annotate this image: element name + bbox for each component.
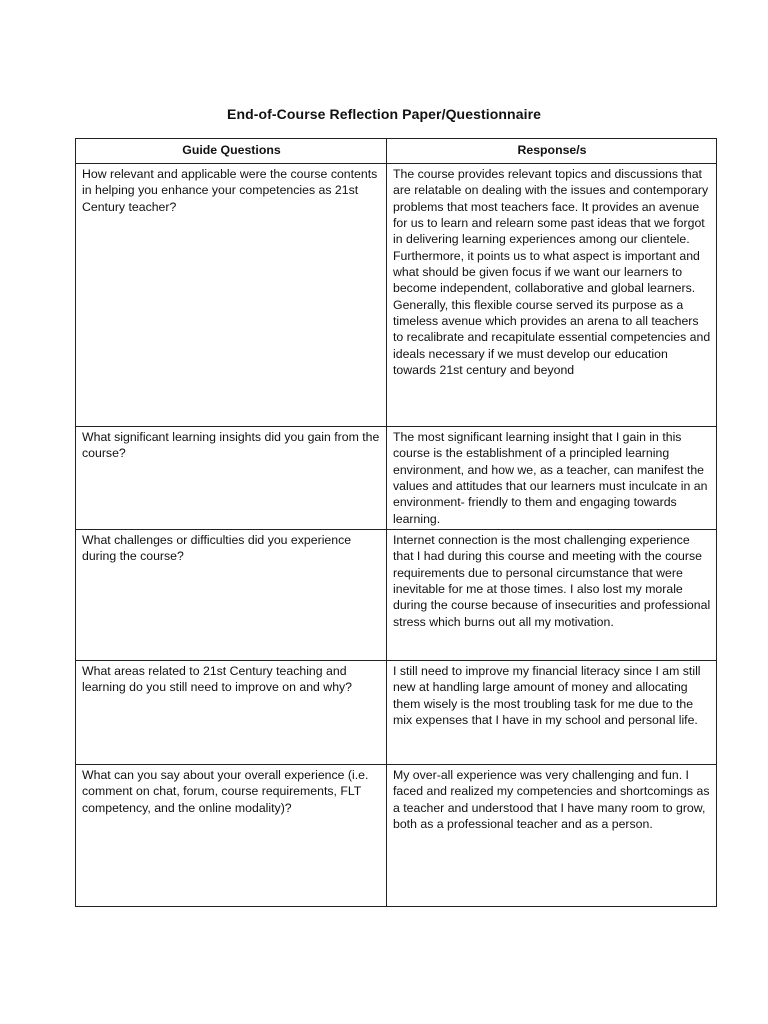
table-row xyxy=(76,661,717,765)
header-guide-questions: Guide Questions xyxy=(76,139,387,164)
response-cell: I still need to improve my financial literacy since I am still new at handling large amount of money and allocating them wisely is the most troubling task for me due to the mix expenses that I have in my school and personal life. xyxy=(387,661,717,765)
header-responses: Response/s xyxy=(387,139,717,164)
table-row xyxy=(76,765,717,907)
response-cell: The most significant learning insight that I gain in this course is the establishment of a principled learning environment, and how we, as a teacher, can manifest the values and attitudes that our learners must inculcate in an environment- friendly to them and engaging towards learning. xyxy=(387,427,717,530)
question-cell: How relevant and applicable were the course contents in helping you enhance your competencies as 21st Century teacher? xyxy=(76,164,387,427)
question-cell: What areas related to 21st Century teaching and learning do you still need to improve on and why? xyxy=(76,661,387,765)
table-row xyxy=(76,530,717,661)
response-cell: Internet connection is the most challenging experience that I had during this course and meeting with the course requirements due to personal circumstance that were inevitable for me at those times. I also lost my morale during the course because of insecurities and professional stress which burns out all my motivation. xyxy=(387,530,717,661)
table-row xyxy=(76,427,717,530)
response-cell: My over-all experience was very challenging and fun. I faced and realized my competencies and shortcomings as a teacher and understood that I have many room to grow, both as a professional teacher and as a person. xyxy=(387,765,717,907)
table-row xyxy=(76,164,717,427)
page-title: End-of-Course Reflection Paper/Questionnaire xyxy=(227,106,541,122)
response-cell: The course provides relevant topics and discussions that are relatable on dealing with the issues and contemporary problems that most teachers face. It provides an avenue for us to learn and relearn some past ideas that we forgot in delivering learning experiences among our clientele. Furthermore, it points us to what aspect is important and what should be given focus if we want our learners to become independent, collaborative and global learners. Generally, this flexible course served its purpose as a timeless avenue which provides an arena to all teachers to recalibrate and recapitulate essential competencies and ideals necessary if we must develop our education towards 21st century and beyond xyxy=(387,164,717,427)
question-cell: What can you say about your overall experience (i.e. comment on chat, forum, course requirements, FLT competency, and the online modality)? xyxy=(76,765,387,907)
reflection-table xyxy=(75,138,717,907)
question-cell: What significant learning insights did you gain from the course? xyxy=(76,427,387,530)
table-header-row xyxy=(76,139,717,164)
question-cell: What challenges or difficulties did you experience during the course? xyxy=(76,530,387,661)
